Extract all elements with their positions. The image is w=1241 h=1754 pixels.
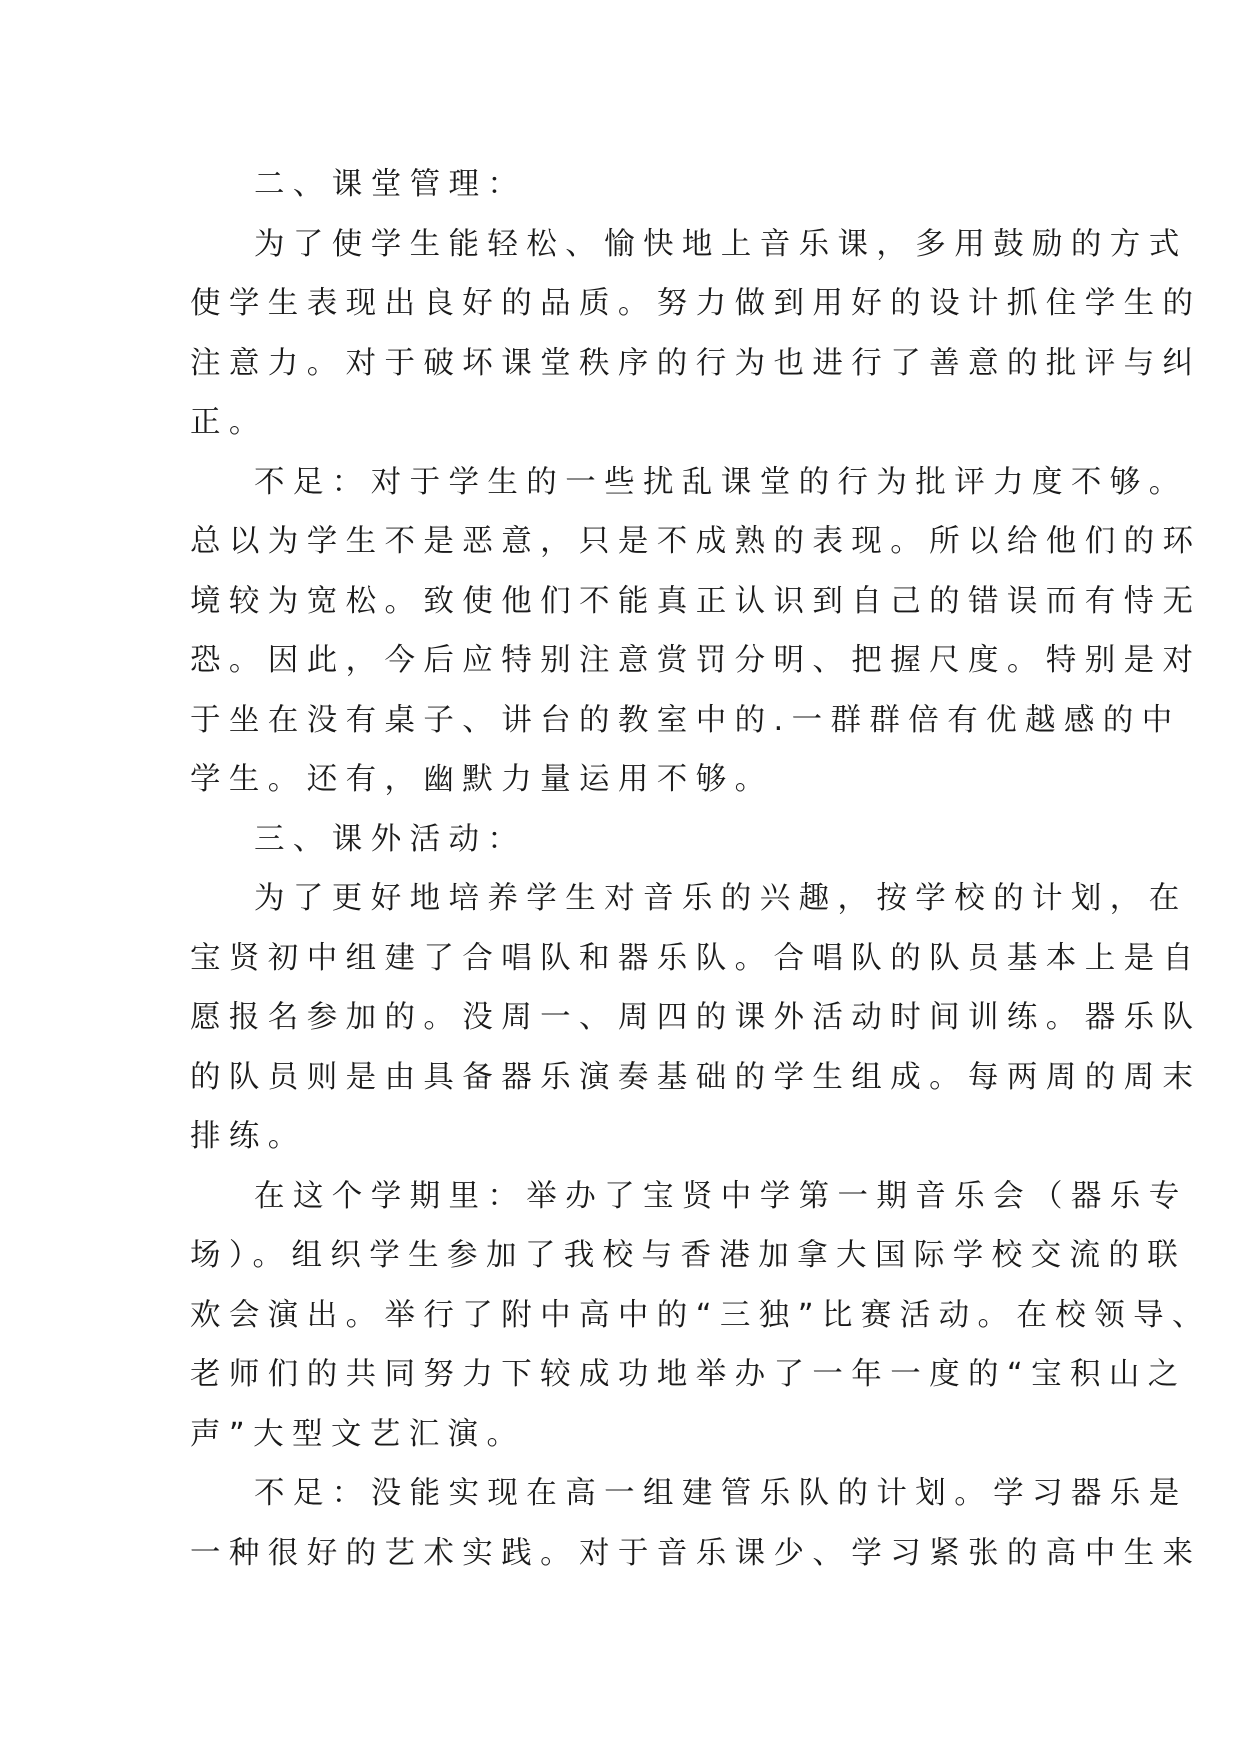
text-line: 注意力。对于破坏课堂秩序的行为也进行了善意的批评与纠	[190, 345, 1202, 381]
text-line: 欢会演出。举行了附中高中的“三独”比赛活动。在校领导、	[190, 1297, 1211, 1333]
text-line: 恐。因此，今后应特别注意赏罚分明、把握尺度。特别是对	[190, 643, 1202, 678]
text-column	[190, 155, 1211, 1583]
text-line: 学生。还有，幽默力量运用不够。	[190, 762, 774, 797]
text-line: 在这个学期里：举办了宝贤中学第一期音乐会（器乐专	[254, 1178, 1188, 1214]
text-line: 老师们的共同努力下较成功地举办了一年一度的“宝积山之	[190, 1357, 1187, 1392]
text-line: 一种很好的艺术实践。对于音乐课少、学习紧张的高中生来	[190, 1535, 1202, 1571]
heading-activities-text: 三、课外活动：	[254, 821, 527, 857]
text-line: 为了更好地培养学生对音乐的兴趣，按学校的计划，在	[254, 881, 1188, 916]
text-line: 声”大型文艺汇演。	[190, 1416, 526, 1452]
text-line: 境较为宽松。致使他们不能真正认识到自己的错误而有恃无	[190, 583, 1202, 619]
heading-classroom-management	[190, 155, 1050, 215]
text-line: 愿报名参加的。没周一、周四的课外活动时间训练。器乐队	[190, 1000, 1202, 1035]
heading-extracurricular-activities	[190, 810, 1050, 870]
text-line: 于坐在没有桌子、讲台的教室中的.一群群倍有优越感的中	[190, 702, 1181, 738]
text-line: 使学生表现出良好的品质。努力做到用好的设计抓住学生的	[190, 286, 1202, 321]
text-line: 不足：对于学生的一些扰乱课堂的行为批评力度不够。	[254, 464, 1188, 500]
text-line: 不足：没能实现在高一组建管乐队的计划。学习器乐是	[254, 1476, 1188, 1511]
paragraph-activities	[190, 869, 1202, 1167]
paragraph-classroom-shortcoming	[190, 453, 1202, 810]
heading-classroom-text: 二、课堂管理：	[254, 167, 527, 202]
text-line: 排练。	[190, 1119, 307, 1154]
text-line: 场）。组织学生参加了我校与香港加拿大国际学校交流的联	[190, 1238, 1187, 1273]
text-line: 总以为学生不是恶意，只是不成熟的表现。所以给他们的环	[190, 524, 1202, 559]
paragraph-activities-shortcoming	[190, 1464, 1202, 1583]
paragraph-classroom	[190, 215, 1202, 453]
text-line: 为了使学生能轻松、愉快地上音乐课，多用鼓励的方式	[254, 226, 1188, 262]
text-line: 正。	[190, 405, 268, 440]
text-line: 的队员则是由具备器乐演奏基础的学生组成。每两周的周末	[190, 1059, 1202, 1095]
text-line: 宝贤初中组建了合唱队和器乐队。合唱队的队员基本上是自	[190, 940, 1202, 976]
paragraph-semester	[190, 1167, 1211, 1465]
